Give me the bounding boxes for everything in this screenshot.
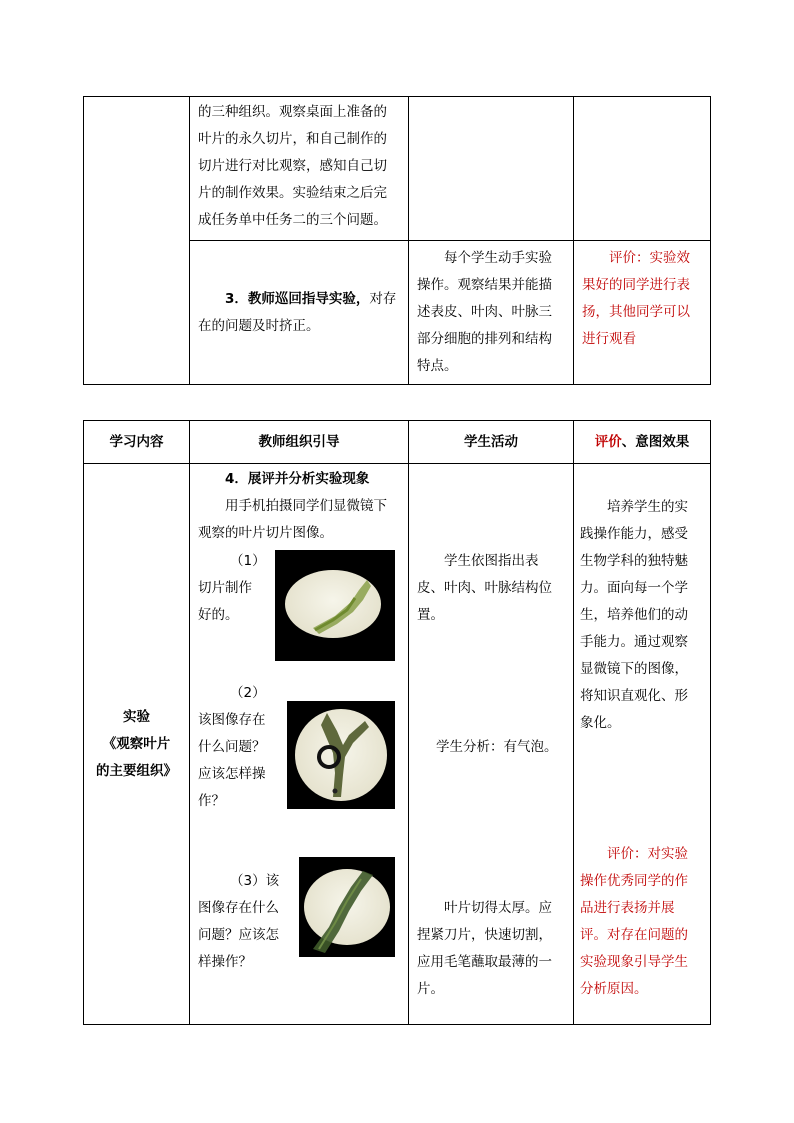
content-line: 实验 [123, 708, 150, 725]
guide-line: 片的制作效果。实验结束之后完 [198, 185, 387, 201]
eval-text: 评价：实验效果好的同学进行表扬，其他同学可以进行观看 [582, 250, 690, 347]
eval-cell-row1 [574, 97, 711, 241]
eval-cell [574, 464, 711, 1025]
header-student: 学生活动 [409, 421, 574, 464]
content-line: 的主要组织》 [96, 762, 177, 779]
header-guide: 教师组织引导 [190, 421, 409, 464]
lesson-table-continued [83, 96, 711, 385]
header-eval-red: 评价 [594, 433, 622, 450]
eval-intent-text: 培养学生的实践操作能力，感受生物学科的独特魅力。面向每一个学生，培养他们的动手能力。通过观察显微镜下的图像，将知识直观化、形象化。 [580, 499, 688, 731]
micrograph-air-bubble [287, 701, 395, 809]
content-cell-empty [84, 97, 190, 385]
guide-cell [190, 464, 409, 1025]
item2-num: （2） [230, 685, 266, 701]
header-content: 学习内容 [84, 421, 190, 464]
student-activity-2: 学生分析：有气泡。 [436, 739, 558, 755]
eval-cell-row2 [574, 241, 711, 385]
header-eval-rest: 、意图效果 [621, 433, 690, 450]
item3-num: （3）该 [230, 873, 280, 889]
content-cell [84, 464, 190, 1025]
guide-line: 成任务单中任务二的三个问题。 [198, 212, 387, 228]
student-cell-row2 [409, 241, 574, 385]
item1-text: 切片制作好的。 [198, 580, 252, 623]
lesson-table [83, 420, 711, 1025]
guide-step4-title: 4．展评并分析实验现象 [225, 471, 370, 487]
item3-text: 图像存在什么问题？应该怎样操作？ [198, 900, 279, 970]
guide-cell-row2 [190, 241, 409, 385]
student-activity-1: 学生依图指出表皮、叶肉、叶脉结构位置。 [417, 553, 552, 623]
student-cell-row1 [409, 97, 574, 241]
eval-comment-text: 评价：对实验操作优秀同学的作品进行表扬并展评。对存在问题的实验现象引导学生分析原因。 [580, 846, 688, 997]
item1-num: （1） [230, 553, 266, 569]
guide-step3-text: 对存在的问题及时挤正。 [198, 290, 397, 334]
content-line: 《观察叶片 [102, 735, 171, 752]
guide-line: 切片进行对比观察，感知自己切 [198, 158, 387, 174]
guide-step3-title: 3．教师巡回指导实验， [225, 290, 370, 307]
student-cell [409, 464, 574, 1025]
student-activity-3: 叶片切得太厚。应捏紧刀片，快速切割，应用毛笔蘸取最薄的一片。 [417, 900, 552, 997]
student-activity-text: 每个学生动手实验操作。观察结果并能描述表皮、叶肉、叶脉三部分细胞的排列和结构特点。 [417, 250, 552, 374]
item2-text: 该图像存在什么问题？应该怎样操作？ [198, 712, 266, 809]
micrograph-thick-slice [299, 857, 395, 957]
guide-cell-row1 [190, 97, 409, 241]
guide-line: 叶片的永久切片，和自己制作的 [198, 131, 387, 147]
header-eval [574, 421, 711, 464]
guide-step4-intro: 用手机拍摄同学们显微镜下观察的叶片切片图像。 [198, 498, 387, 541]
guide-line: 的三种组织。观察桌面上准备的 [198, 104, 387, 120]
micrograph-good-slice [275, 550, 395, 661]
